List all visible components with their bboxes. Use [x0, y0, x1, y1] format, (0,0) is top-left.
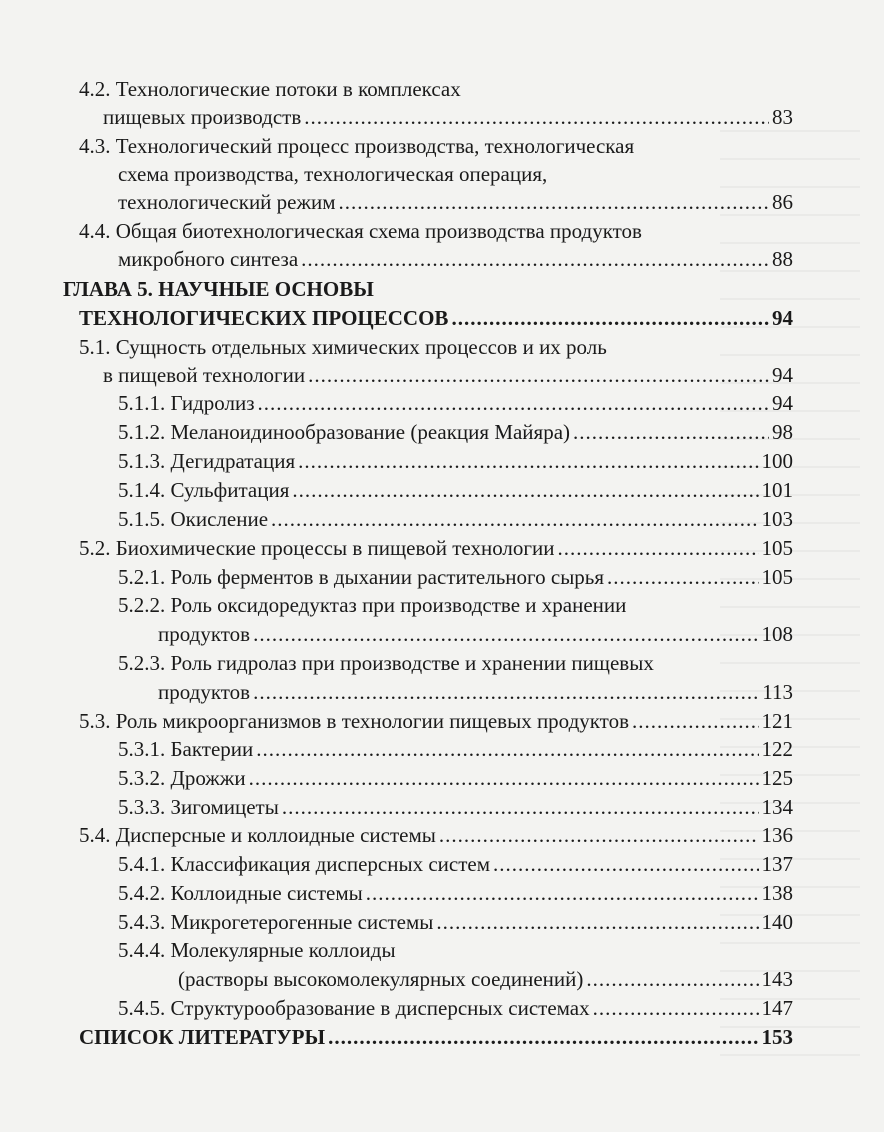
leader-dots [249, 766, 759, 790]
leader-dots [593, 996, 759, 1020]
toc-page-number: 86 [772, 190, 793, 214]
toc-entry-title: 5.4.3. Микрогетерогенные системы [118, 910, 434, 934]
toc-entry-5-4-5 [118, 996, 793, 1020]
toc-entry-title: 5.4.2. Коллоидные системы [118, 881, 363, 905]
toc-entry-5-3 [79, 709, 793, 733]
toc-entry-title: ТЕХНОЛОГИЧЕСКИХ ПРОЦЕССОВ [79, 306, 449, 330]
toc-entry-5-2-3 [158, 680, 793, 704]
toc-entry-5-1-line1: 5.1. Сущность отдельных химических процессов и их роль [79, 335, 607, 359]
leader-dots [282, 795, 759, 819]
toc-entry-5-4-4-line1: 5.4.4. Молекулярные коллоиды [118, 938, 396, 962]
toc-entry-5-2-3-line1: 5.2.3. Роль гидролаз при производстве и хранении пищевых [118, 651, 654, 675]
leader-dots [493, 852, 758, 876]
leader-dots [253, 680, 759, 704]
toc-page-number: 153 [761, 1025, 793, 1049]
leader-dots [573, 420, 769, 444]
leader-dots [436, 910, 758, 934]
toc-entry-5-2-2-line1: 5.2.2. Роль оксидоредуктаз при производстве и хранении [118, 593, 627, 617]
toc-entry-5-1-3 [118, 449, 793, 473]
toc-entry-title: 5.3.2. Дрожжи [118, 766, 246, 790]
leader-dots [439, 823, 759, 847]
leader-dots [292, 478, 758, 502]
toc-entry-title: продуктов [158, 680, 251, 704]
toc-page-number: 94 [772, 363, 793, 387]
toc-entry-5-1-5 [118, 507, 793, 531]
toc-entry-4-3-line2: схема производства, технологическая операция, [118, 162, 548, 186]
leader-dots [558, 536, 759, 560]
toc-page-number: 140 [761, 910, 793, 934]
leader-dots [366, 881, 759, 905]
toc-page-number: 105 [761, 565, 793, 589]
toc-entry-5-2-1 [118, 565, 793, 589]
leader-dots [256, 737, 758, 761]
chapter-5-heading: ГЛАВА 5. НАУЧНЫЕ ОСНОВЫ [63, 277, 374, 301]
toc-entry-title: 5.3.3. Зигомицеты [118, 795, 279, 819]
toc-page-number: 136 [761, 823, 793, 847]
toc-entry-title: СПИСОК ЛИТЕРАТУРЫ [79, 1025, 326, 1049]
toc-entry-4-3 [118, 190, 793, 214]
toc-page-number: 138 [761, 881, 793, 905]
toc-entry-4-2 [103, 105, 793, 129]
toc-entry-4-3-line1: 4.3. Технологический процесс производства, технологическая [79, 134, 635, 158]
toc-entry-5-1-2 [118, 420, 793, 444]
toc-entry-4-4 [118, 247, 793, 271]
toc-entry-5-4-1 [118, 852, 793, 876]
toc-entry-5-3-1 [118, 737, 793, 761]
toc-entry-5-3-3 [118, 795, 793, 819]
toc-entry-title: пищевых производств [103, 105, 302, 129]
toc-page-number: 94 [772, 306, 793, 330]
toc-entry-title: 5.1.5. Окисление [118, 507, 269, 531]
toc-entry-title: 5.2. Биохимические процессы в пищевой технологии [79, 536, 555, 560]
leader-dots [607, 565, 758, 589]
toc-entry-title: 5.4.5. Структурообразование в дисперсных системах [118, 996, 590, 1020]
leader-dots [632, 709, 759, 733]
toc-entry-4-2-line1: 4.2. Технологические потоки в комплексах [79, 77, 461, 101]
toc-page-number: 134 [761, 795, 793, 819]
toc-entry-title: 5.3. Роль микроорганизмов в технологии пищевых продуктов [79, 709, 629, 733]
toc-entry-title: 5.4.1. Классификация дисперсных систем [118, 852, 491, 876]
toc-page-number: 105 [761, 536, 793, 560]
leader-dots [451, 306, 769, 330]
toc-entry-title: (растворы высокомолекулярных соединений) [178, 967, 584, 991]
toc-entry-5-1-1 [118, 391, 793, 415]
toc-entry-5-4-2 [118, 881, 793, 905]
toc-entry-title: в пищевой технологии [103, 363, 306, 387]
leader-dots [339, 190, 769, 214]
toc-page-number: 103 [761, 507, 793, 531]
toc-page-number: 83 [772, 105, 793, 129]
toc-entry-title: 5.3.1. Бактерии [118, 737, 254, 761]
toc-entry-title: 5.1.1. Гидролиз [118, 391, 255, 415]
toc-page-number: 101 [761, 478, 793, 502]
toc-page-number: 113 [762, 680, 793, 704]
toc-entry-5-4 [79, 823, 793, 847]
toc-page-number: 125 [761, 766, 793, 790]
toc-entry-title: 5.4. Дисперсные и коллоидные системы [79, 823, 436, 847]
toc-entry-5-4-4 [178, 967, 793, 991]
toc-entry-chapter-5 [79, 306, 793, 330]
leader-dots [298, 449, 758, 473]
toc-entry-title: 5.1.2. Меланоидинообразование (реакция Майяра) [118, 420, 571, 444]
toc-page-number: 108 [761, 622, 793, 646]
toc-entry-5-1 [103, 363, 793, 387]
leader-dots [271, 507, 758, 531]
toc-entry-title: 5.1.3. Дегидратация [118, 449, 296, 473]
leader-dots [308, 363, 769, 387]
toc-entry-title: микробного синтеза [118, 247, 299, 271]
toc-page-number: 98 [772, 420, 793, 444]
leader-dots [328, 1025, 758, 1049]
toc-entry-title: 5.2.1. Роль ферментов в дыхании растительного сырья [118, 565, 605, 589]
toc-page-number: 100 [761, 449, 793, 473]
toc-page-number: 147 [761, 996, 793, 1020]
toc-page-number: 94 [772, 391, 793, 415]
toc-entry-title: 5.1.4. Сульфитация [118, 478, 290, 502]
toc-entry-5-1-4 [118, 478, 793, 502]
toc-page-number: 122 [761, 737, 793, 761]
leader-dots [258, 391, 770, 415]
toc-entry-references [79, 1025, 793, 1049]
leader-dots [253, 622, 758, 646]
toc-page-number: 88 [772, 247, 793, 271]
toc-entry-title: продуктов [158, 622, 251, 646]
toc-entry-5-4-3 [118, 910, 793, 934]
toc-entry-5-3-2 [118, 766, 793, 790]
toc-entry-5-2-2 [158, 622, 793, 646]
leader-dots [586, 967, 758, 991]
toc-page-number: 121 [761, 709, 793, 733]
show-through-shadow [720, 130, 860, 1080]
toc-entry-4-4-line1: 4.4. Общая биотехнологическая схема производства продуктов [79, 219, 642, 243]
toc-entry-title: технологический режим [118, 190, 336, 214]
toc-entry-5-2 [79, 536, 793, 560]
leader-dots [304, 105, 769, 129]
leader-dots [301, 247, 769, 271]
toc-page-number: 137 [761, 852, 793, 876]
toc-page-number: 143 [761, 967, 793, 991]
